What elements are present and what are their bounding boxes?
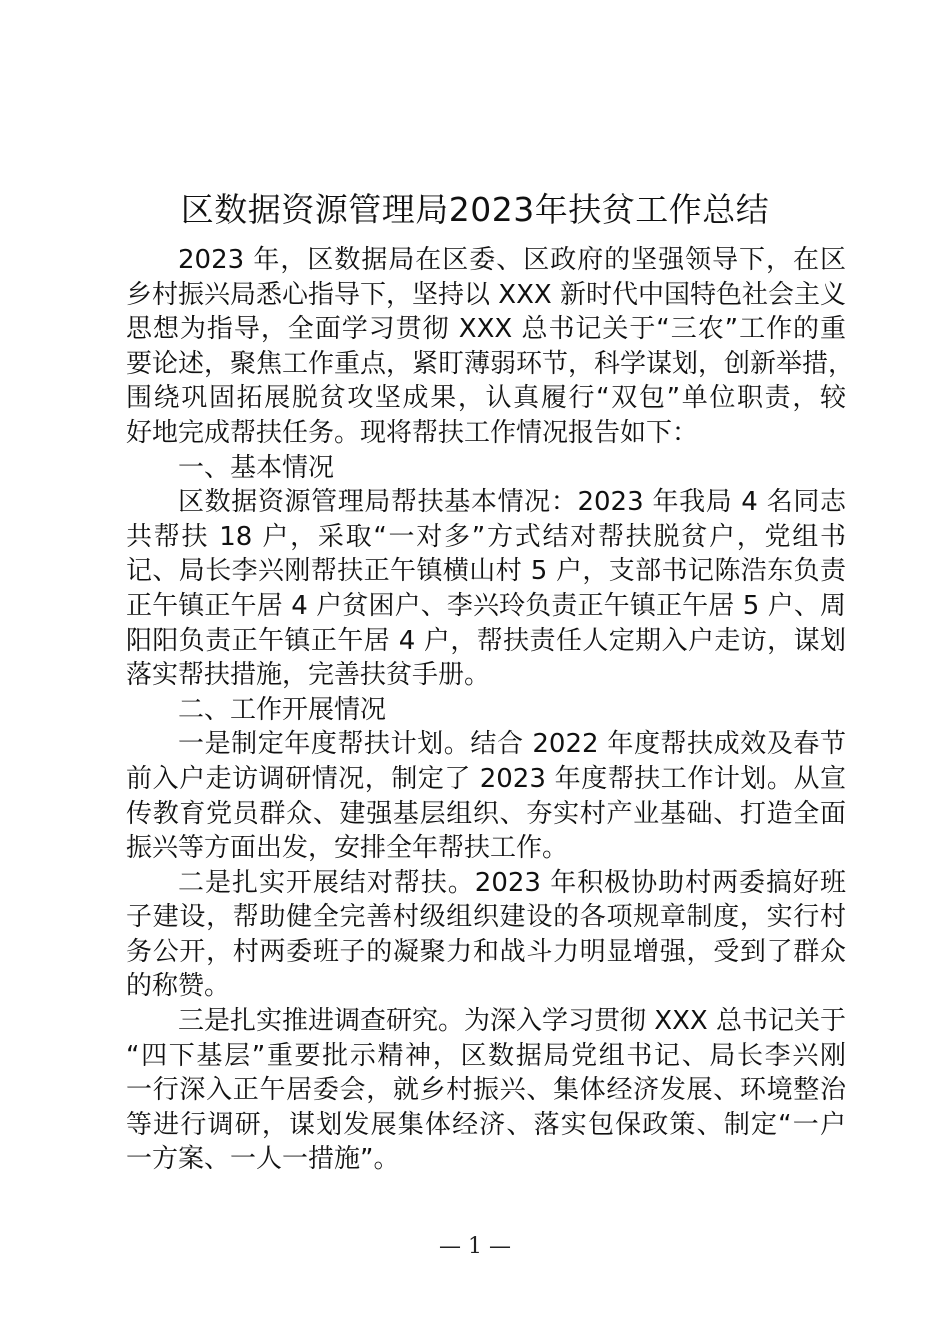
paragraph-line: 二是扎实开展结对帮扶。2023 年积极协助村两委搞好班: [178, 867, 846, 898]
paragraph-line: 围绕巩固拓展脱贫攻坚成果，认真履行“双包”单位职责，较: [126, 383, 846, 414]
paragraph: [126, 727, 846, 865]
paragraph-line: 一行深入正午居委会，就乡村振兴、集体经济发展、环境整治: [126, 1075, 846, 1106]
paragraph-line: 共帮扶 18 户，采取“一对多”方式结对帮扶脱贫户，党组书: [126, 521, 846, 552]
paragraph-line: 2023 年，区数据局在区委、区政府的坚强领导下，在区: [178, 245, 846, 275]
paragraph-line: 要论述，聚焦工作重点，紧盯薄弱环节，科学谋划，创新举措，: [126, 348, 855, 379]
paragraph-line: 记、局长李兴刚帮扶正午镇横山村 5 户，支部书记陈浩东负责: [126, 556, 846, 587]
paragraph-line: 前入户走访调研情况，制定了 2023 年度帮扶工作计划。从宣: [126, 763, 846, 794]
paragraph-line: 乡村振兴局悉心指导下，坚持以 XXX 新时代中国特色社会主义: [126, 279, 846, 310]
paragraph-line: 务公开，村两委班子的凝聚力和战斗力明显增强，受到了群众: [126, 936, 846, 967]
paragraph-line: 三是扎实推进调查研究。为深入学习贯彻 XXX 总书记关于: [178, 1006, 846, 1037]
paragraph-line: 区数据资源管理局帮扶基本情况：2023 年我局 4 名同志: [178, 487, 846, 518]
paragraph: [126, 1004, 846, 1177]
paragraph: [126, 485, 846, 693]
page-number: — 1 —: [439, 1234, 511, 1259]
paragraph: [126, 866, 846, 1004]
section-heading: [126, 451, 846, 486]
document-body: [126, 243, 855, 1177]
paragraph-line: 一方案、一人一措施”。: [126, 1144, 400, 1175]
paragraph-line: 子建设，帮助健全完善村级组织建设的各项规章制度，实行村: [126, 902, 846, 933]
document-title: 区数据资源管理局2023年扶贫工作总结: [180, 190, 770, 229]
paragraph-line: 一是制定年度帮扶计划。结合 2022 年度帮扶成效及春节: [178, 729, 846, 760]
paragraph-line: 振兴等方面出发，安排全年帮扶工作。: [126, 833, 569, 864]
paragraph-line: 的称赞。: [126, 971, 231, 1002]
paragraph-line: 传教育党员群众、建强基层组织、夯实村产业基础、打造全面: [126, 798, 846, 829]
paragraph-line: “四下基层”重要批示精神，区数据局党组书记、局长李兴刚: [126, 1040, 846, 1071]
section-heading-text: 一、基本情况: [178, 452, 335, 483]
paragraph-line: 等进行调研，谋划发展集体经济、落实包保政策、制定“一户: [126, 1109, 846, 1140]
paragraph-line: 思想为指导，全面学习贯彻 XXX 总书记关于“三农”工作的重: [126, 314, 846, 345]
paragraph-line: 阳阳负责正午镇正午居 4 户，帮扶责任人定期入户走访，谋划: [126, 625, 846, 656]
paragraph-line: 好地完成帮扶任务。现将帮扶工作情况报告如下：: [126, 417, 699, 448]
section-heading: [126, 693, 846, 728]
paragraph: [126, 243, 855, 451]
paragraph-line: 正午镇正午居 4 户贫困户、李兴玲负责正午镇正午居 5 户、周: [126, 590, 846, 621]
paragraph-line: 落实帮扶措施，完善扶贫手册。: [126, 660, 491, 691]
section-heading-text: 二、工作开展情况: [178, 694, 387, 725]
